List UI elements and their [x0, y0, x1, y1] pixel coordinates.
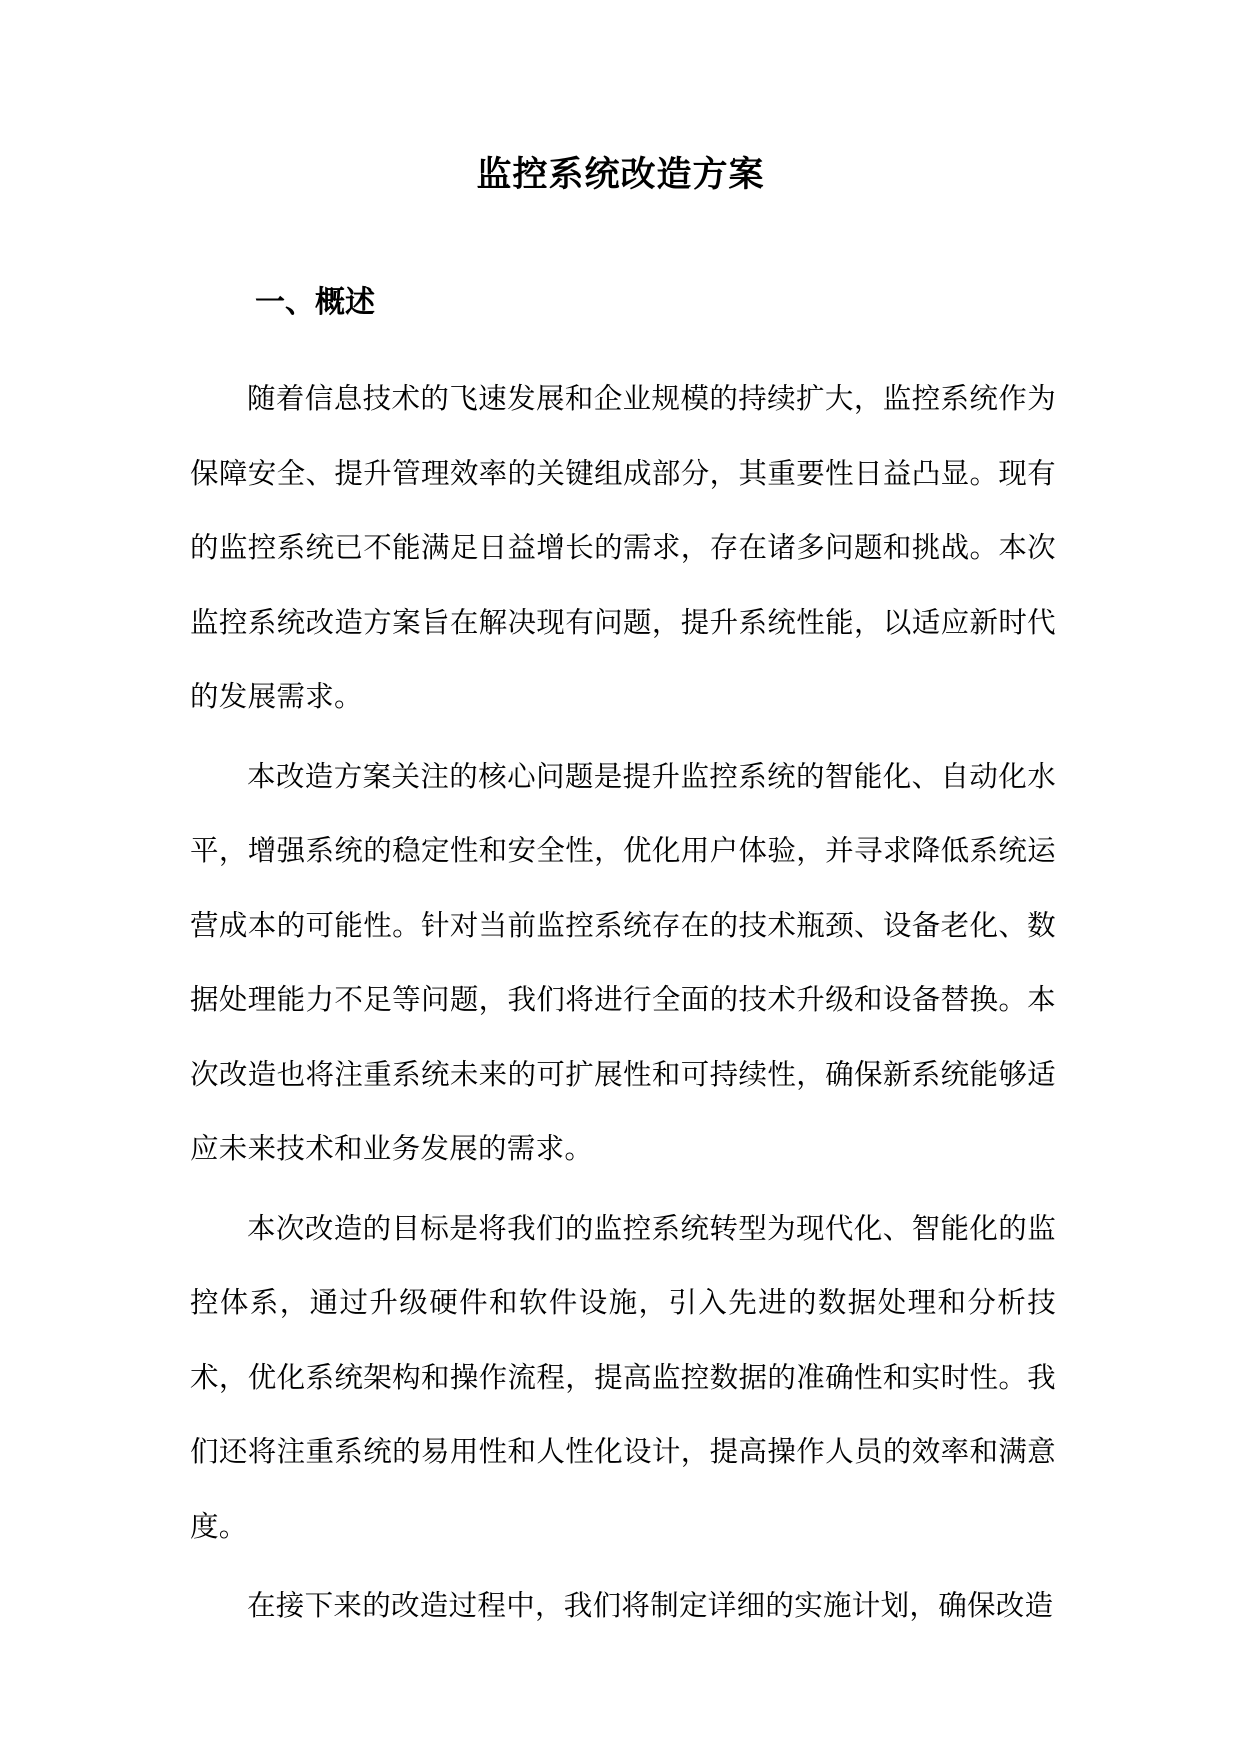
paragraph: 本次改造的目标是将我们的监控系统转型为现代化、智能化的监控体系，通过升级硬件和软件设施，引入先进的数据处理和分析技术，优化系统架构和操作流程，提高监控数据的准确性和实时性。我们还将注重系统的易用性和人性化设计，提高操作人员的效率和满意度。 [190, 1211, 1056, 1543]
paragraph: 本改造方案关注的核心问题是提升监控系统的智能化、自动化水平，增强系统的稳定性和安全性，优化用户体验，并寻求降低系统运营成本的可能性。针对当前监控系统存在的技术瓶颈、设备老化、数据处理能力不足等问题，我们将进行全面的技术升级和设备替换。本次改造也将注重系统未来的可扩展性和可持续性，确保新系统能够适应未来技术和业务发展的需求。 [190, 759, 1056, 1165]
section-heading-overview: 一、概述 [255, 285, 375, 320]
document-title: 监控系统改造方案 [476, 154, 765, 195]
paragraph: 在接下来的改造过程中，我们将制定详细的实施计划，确保改造 [247, 1589, 1054, 1622]
paragraph: 随着信息技术的飞速发展和企业规模的持续扩大，监控系统作为保障安全、提升管理效率的关键组成部分，其重要性日益凸显。现有的监控系统已不能满足日益增长的需求，存在诸多问题和挑战。本次监控系统改造方案旨在解决现有问题，提升系统性能，以适应新时代的发展需求。 [190, 382, 1056, 713]
section-body [190, 362, 1056, 1649]
